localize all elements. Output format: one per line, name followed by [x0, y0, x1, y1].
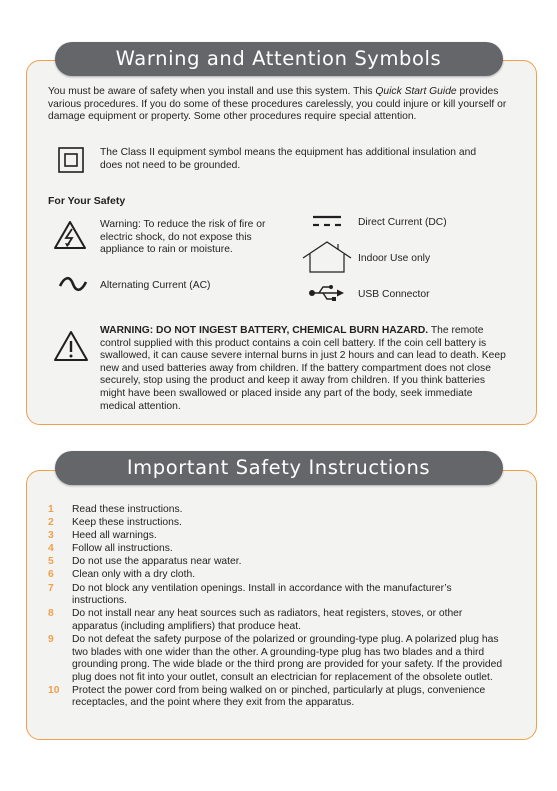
- item-number: 9: [48, 633, 54, 645]
- list-item: [48, 634, 504, 684]
- item-number: 2: [48, 517, 54, 529]
- item-text: Do not install near any heat sources such as radiators, heat registers, stoves, or other apparatus (including amplifiers) that produce heat.: [72, 608, 463, 632]
- class-ii-description: The Class II equipment symbol means the equipment has additional insulation and does not need to be grounded.: [100, 147, 477, 171]
- safety-instructions-title: Important Safety Instructions: [55, 451, 503, 485]
- intro-paragraph: You must be aware of safety when you install and use this system. This Quick Start Guide provides various procedures. If you do some of these procedures carelessly, you could injure or kill yourself or damage equipment or property. Some other procedures require special attention.: [48, 86, 507, 123]
- item-number: 5: [48, 556, 54, 568]
- item-text: Do not block any ventilation openings. Install in accordance with the manufacturer’s instructions.: [72, 582, 452, 607]
- guide-title: Quick Start Guide: [375, 86, 457, 97]
- item-text: Do not use the apparatus near water.: [72, 556, 242, 568]
- item-number: 4: [48, 543, 54, 555]
- class-ii-icon: [58, 147, 84, 173]
- electric-shock-warning-icon: [53, 220, 87, 250]
- item-number: 6: [48, 569, 54, 581]
- item-text: Heed all warnings.: [72, 530, 157, 542]
- item-text: Read these instructions.: [72, 504, 183, 515]
- indoor-use-label: Indoor Use only: [358, 253, 431, 264]
- direct-current-icon: [312, 214, 342, 228]
- ac-label: Alternating Current (AC): [100, 280, 211, 291]
- fire-shock-warning-text: Warning: To reduce the risk of fire or electric shock, do not expose this appliance to rain or moisture.: [100, 219, 266, 256]
- list-item: [48, 583, 504, 608]
- battery-warning-heading: WARNING: DO NOT INGEST BATTERY, CHEMICAL BURN HAZARD.: [100, 325, 429, 336]
- usb-icon: [308, 284, 344, 302]
- list-item: [48, 543, 504, 556]
- item-text: Protect the power cord from being walked on or pinched, particularly at plugs, convenience receptacles, and the point where they exit from the apparatus.: [72, 684, 486, 709]
- for-your-safety-heading: For Your Safety: [48, 195, 126, 207]
- dc-label: Direct Current (DC): [358, 217, 447, 228]
- item-number: 10: [48, 684, 60, 696]
- list-item: [48, 517, 504, 530]
- indoor-use-icon: [302, 240, 352, 274]
- caution-icon: [53, 330, 89, 362]
- list-item: [48, 569, 504, 582]
- item-text: Clean only with a dry cloth.: [72, 569, 196, 581]
- warning-symbols-title: Warning and Attention Symbols: [55, 42, 503, 76]
- item-number: 8: [48, 608, 54, 620]
- safety-instructions-list: [48, 504, 504, 711]
- battery-warning-text: WARNING: DO NOT INGEST BATTERY, CHEMICAL BURN HAZARD. The remote control supplied with this product contains a coin cell battery. If the coin cell battery is swallowed, it can cause severe internal burns in just 2 hours and can lead to death. Keep new and used batteries away from children. If the battery compartment does not close securely, stop using the product and keep it away from children. If you think batteries might have been swallowed or placed inside any part of the body, seek immediate medical attention.: [100, 325, 506, 412]
- alternating-current-icon: [58, 276, 88, 292]
- item-text: Do not defeat the safety purpose of the polarized or grounding-type plug. A polarized plug has two blades with one wider than the other. A grounding-type plug has two blades and a third grounding prong. The wide blade or the third prong are provided for your safety. If the provided plug does not fit into your outlet, consult an electrician for replacement of the obsolete outlet.: [72, 633, 503, 683]
- list-item: [48, 608, 504, 633]
- list-item: [48, 556, 504, 569]
- item-number: 7: [48, 582, 54, 594]
- usb-label: USB Connector: [358, 289, 430, 300]
- item-text: Keep these instructions.: [72, 517, 182, 529]
- item-number: 3: [48, 530, 54, 542]
- item-number: 1: [48, 504, 54, 515]
- list-item: [48, 504, 504, 517]
- list-item: [48, 685, 504, 710]
- item-text: Follow all instructions.: [72, 543, 173, 555]
- list-item: [48, 530, 504, 543]
